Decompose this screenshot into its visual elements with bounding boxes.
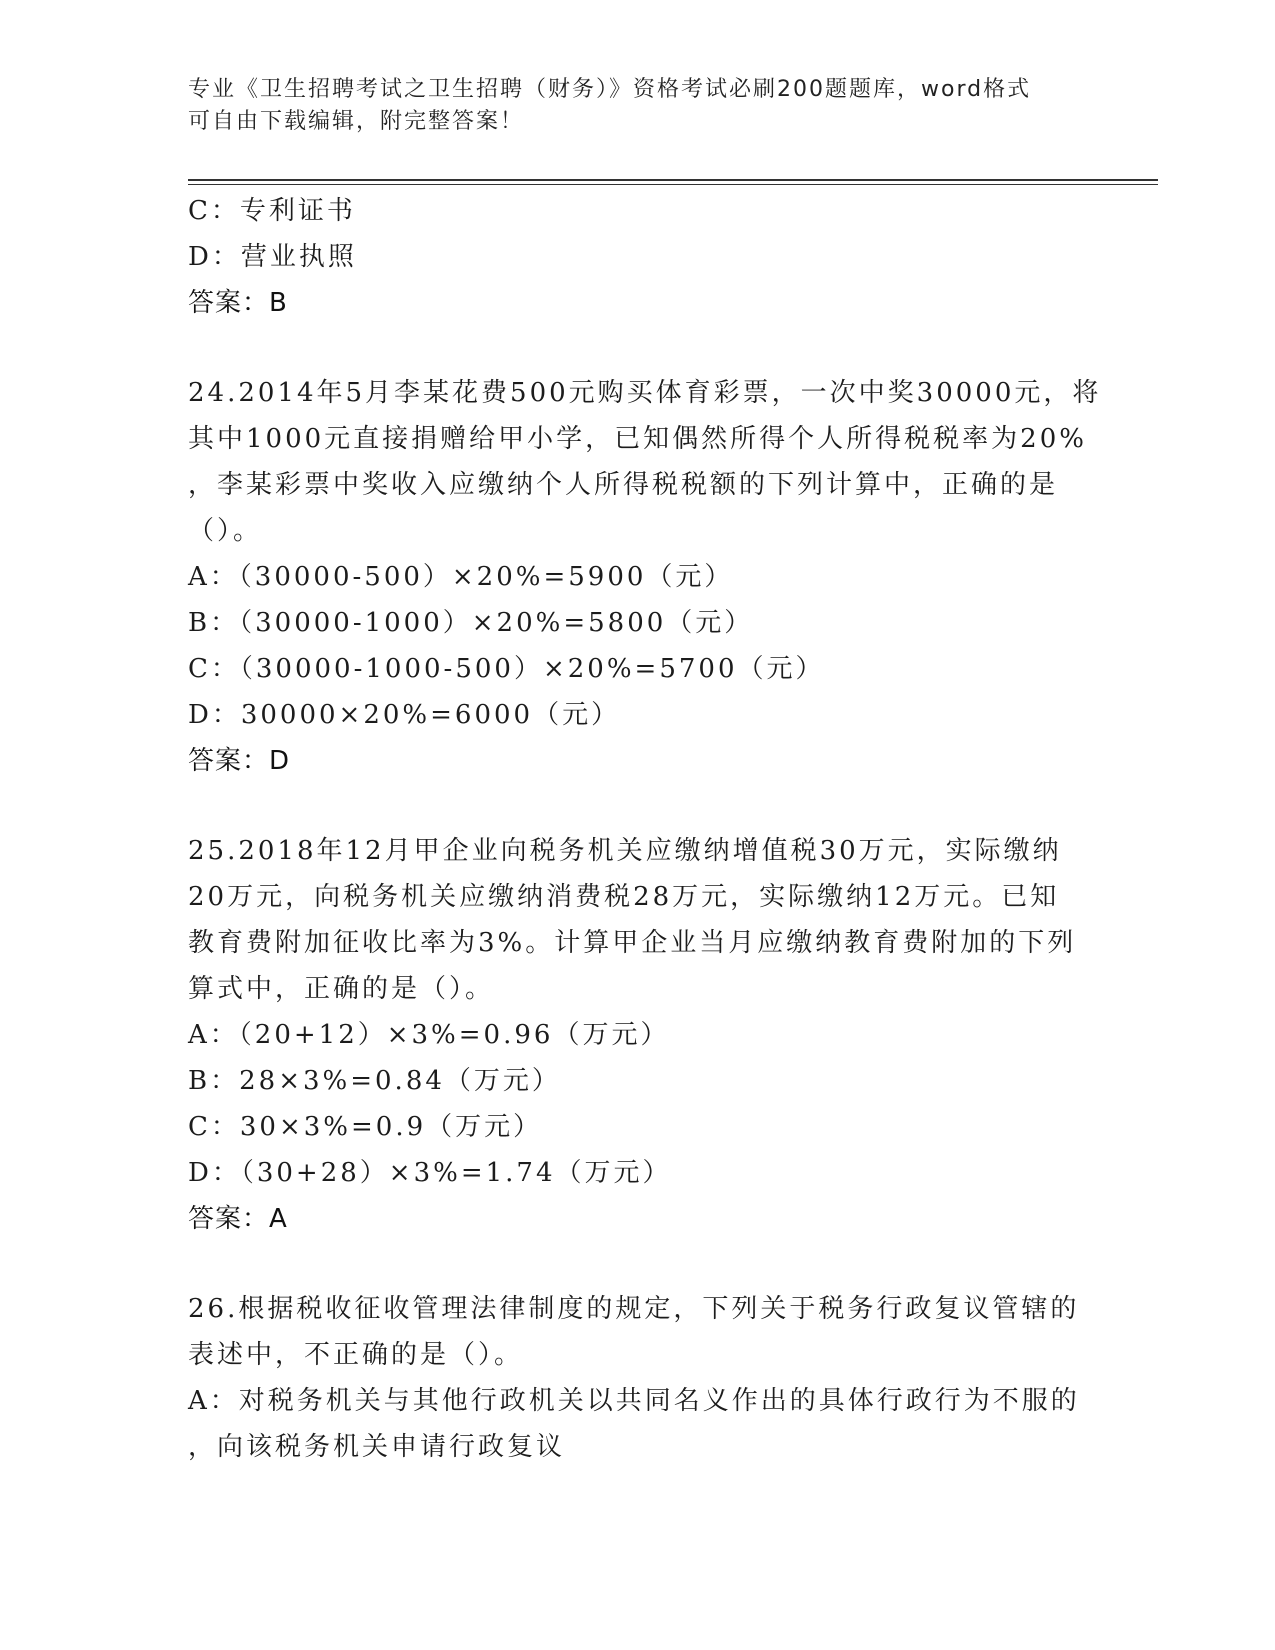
header-rule-thin xyxy=(188,184,1158,185)
option-line: ，向该税务机关申请行政复议 xyxy=(188,1432,566,1462)
question-stem-line: 24.2014年5月李某花费500元购买体育彩票，一次中奖30000元，将 xyxy=(188,378,1102,408)
prev-question-block xyxy=(188,188,1068,326)
spacer xyxy=(188,784,1068,828)
question-stem-line: ，李某彩票中奖收入应缴纳个人所得税税额的下列计算中，正确的是 xyxy=(188,470,1059,500)
spacer xyxy=(188,1242,1068,1286)
option-line: A：（30000-500）×20%=5900（元） xyxy=(188,562,734,592)
spacer xyxy=(188,326,1068,370)
answer-line: 答案：A xyxy=(188,1204,288,1234)
page-header xyxy=(188,74,1068,138)
question-stem-line: 26.根据税收征收管理法律制度的规定，下列关于税务行政复议管辖的 xyxy=(188,1294,1080,1324)
question-stem-line: 20万元，向税务机关应缴纳消费税28万元，实际缴纳12万元。已知 xyxy=(188,882,1060,912)
question-stem-line: 教育费附加征收比率为3%。计算甲企业当月应缴纳教育费附加的下列 xyxy=(188,928,1077,958)
question-stem-line: 其中1000元直接捐赠给甲小学，已知偶然所得个人所得税税率为20% xyxy=(188,424,1087,454)
answer-line: 答案：B xyxy=(188,288,288,318)
question-25 xyxy=(188,828,1077,1242)
option-line: D：（30+28）×3%=1.74（万元） xyxy=(188,1158,672,1188)
question-stem-line: 25.2018年12月甲企业向税务机关应缴纳增值税30万元，实际缴纳 xyxy=(188,836,1062,866)
question-stem-line: （）。 xyxy=(188,516,263,546)
option-line: D：营业执照 xyxy=(188,242,357,272)
header-line-1: 专业《卫生招聘考试之卫生招聘（财务）》资格考试必刷200题题库，word格式 xyxy=(188,77,1032,102)
question-stem-line: 表述中，不正确的是（）。 xyxy=(188,1340,524,1370)
question-24 xyxy=(188,370,1102,784)
option-line: A：对税务机关与其他行政机关以共同名义作出的具体行政行为不服的 xyxy=(188,1386,1080,1416)
answer-line: 答案：D xyxy=(188,746,291,776)
question-26 xyxy=(188,1286,1080,1470)
option-line: C：专利证书 xyxy=(188,196,356,226)
option-line: D：30000×20%=6000（元） xyxy=(188,700,621,730)
question-content xyxy=(188,188,1102,1470)
header-line-2: 可自由下载编辑，附完整答案！ xyxy=(188,109,525,134)
option-line: C：30×3%=0.9（万元） xyxy=(188,1112,543,1142)
option-line: B：28×3%=0.84（万元） xyxy=(188,1066,561,1096)
option-line: C：（30000-1000-500）×20%=5700（元） xyxy=(188,654,825,684)
option-line: B：（30000-1000）×20%=5800（元） xyxy=(188,608,754,638)
header-rule-thick xyxy=(188,179,1158,181)
question-stem-line: 算式中，正确的是（）。 xyxy=(188,974,495,1004)
option-line: A：（20+12）×3%=0.96（万元） xyxy=(188,1020,670,1050)
